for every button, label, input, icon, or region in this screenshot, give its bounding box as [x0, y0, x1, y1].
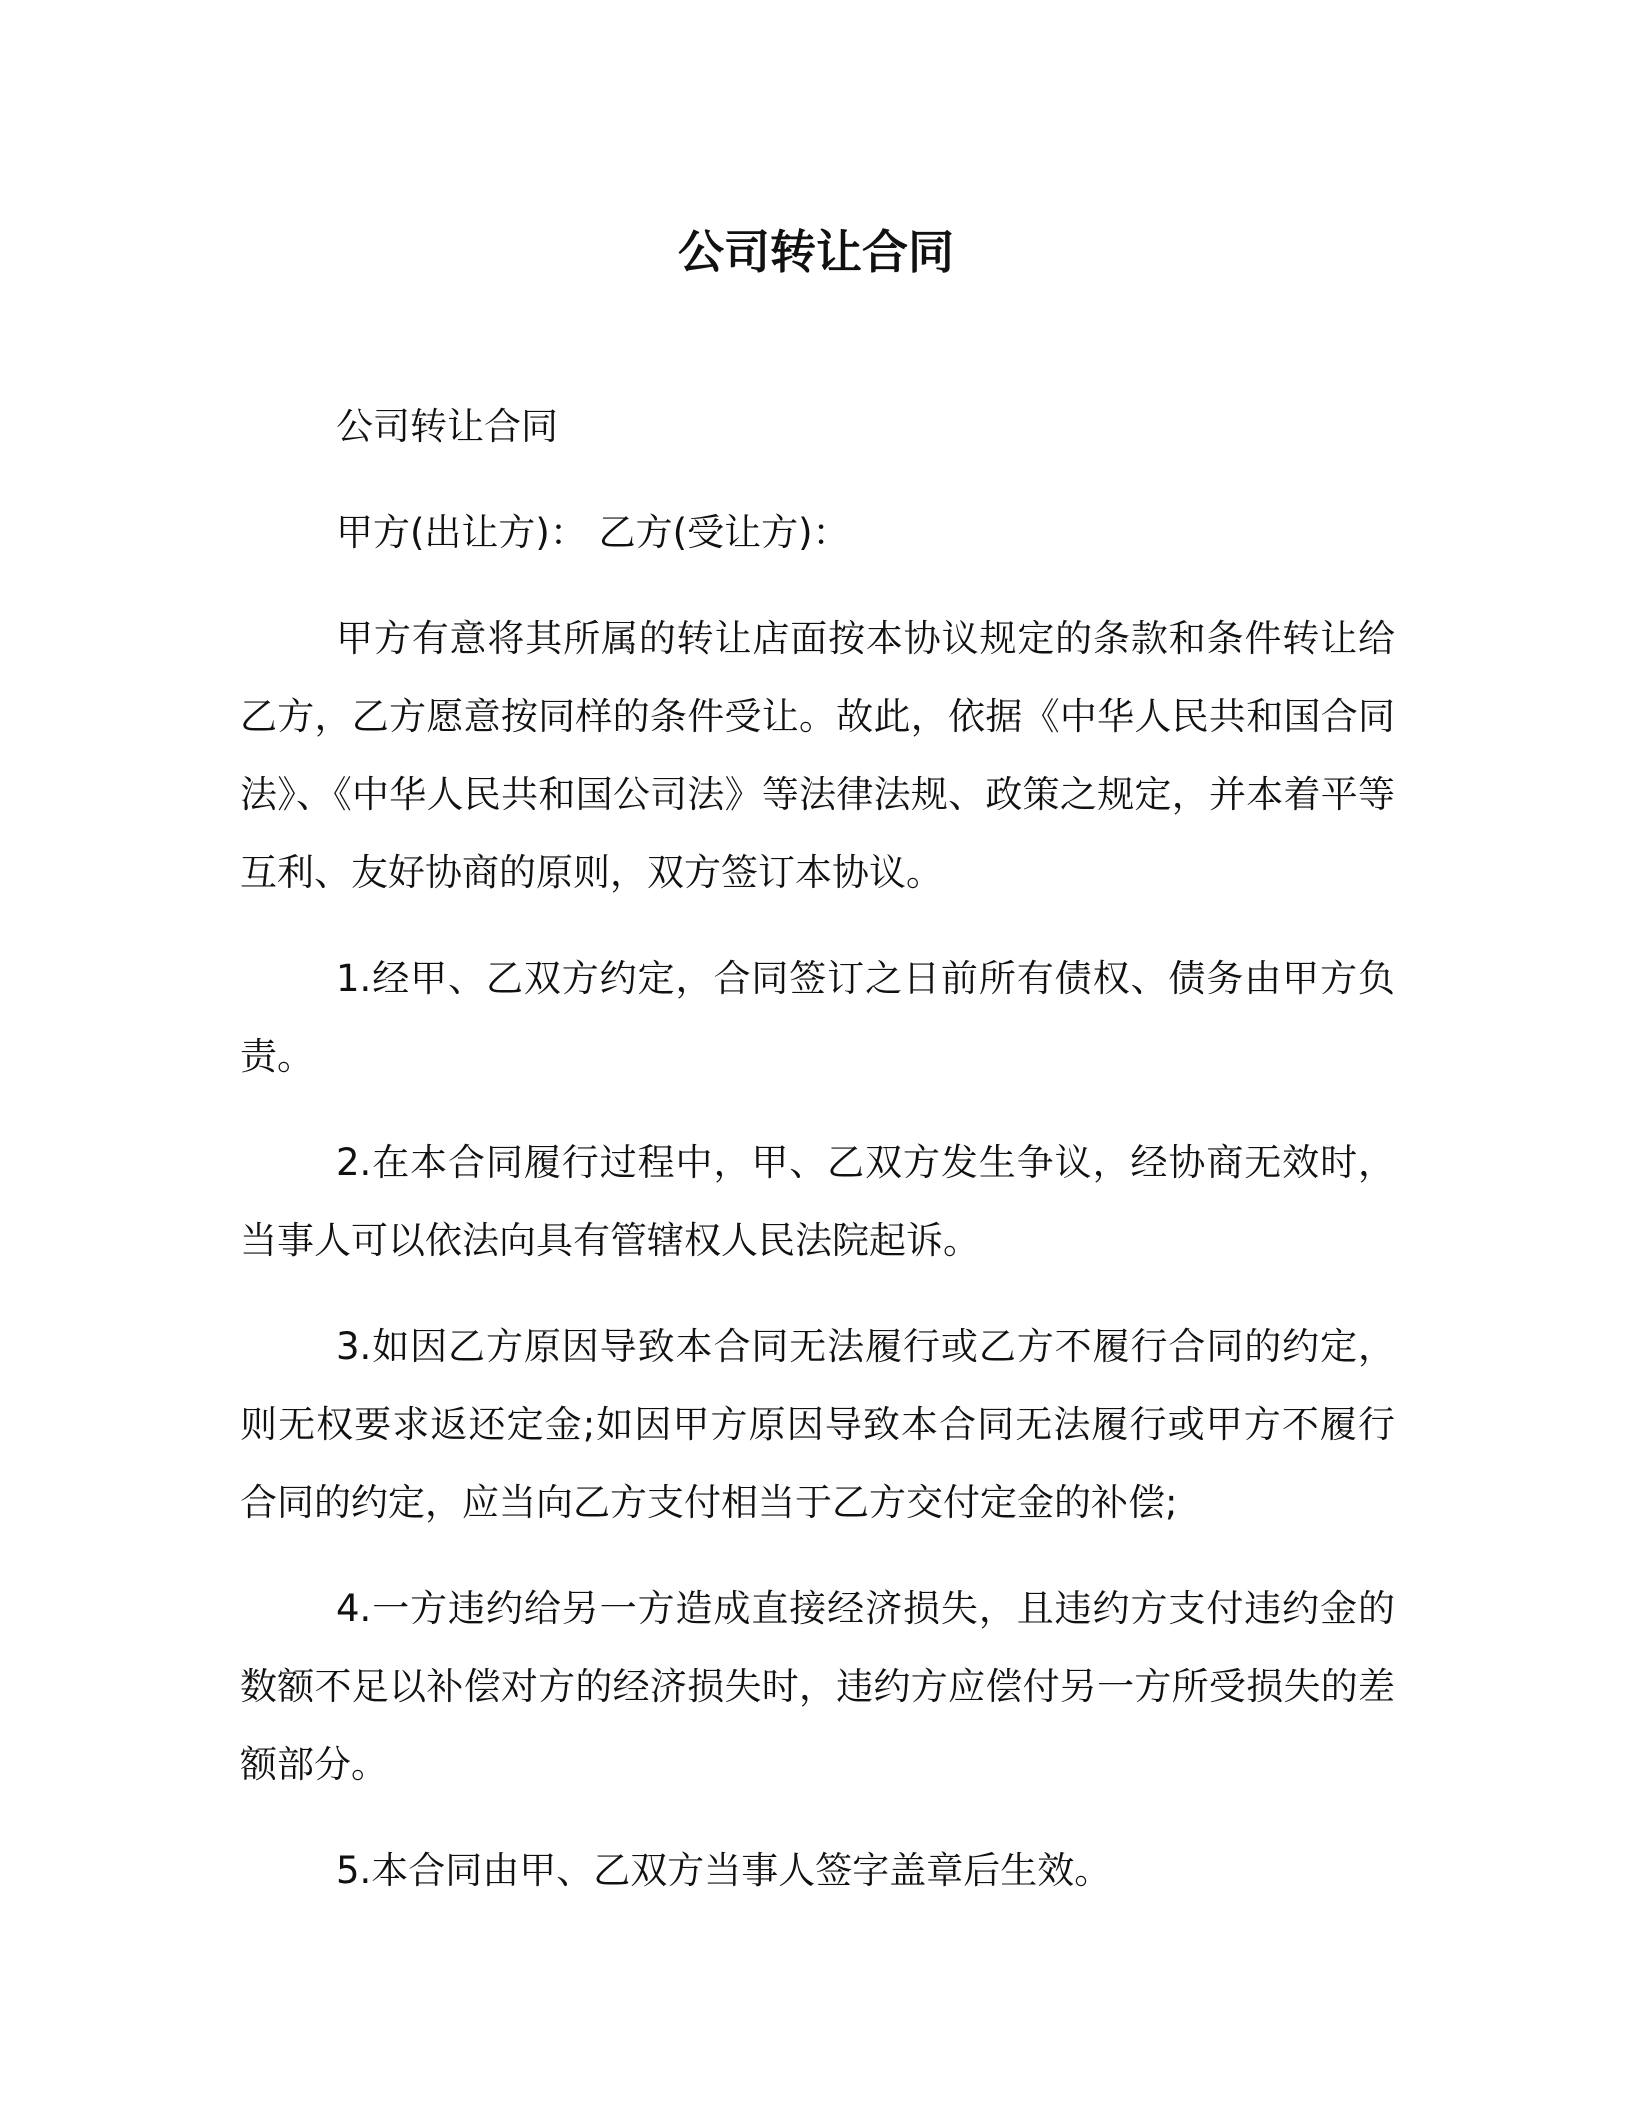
clause-3: 3.如因乙方原因导致本合同无法履行或乙方不履行合同的约定，则无权要求返还定金;如因甲方原因导致本合同无法履行或甲方不履行合同的约定，应当向乙方支付相当于乙方交付定金的补偿; [240, 1325, 1395, 1524]
contract-heading: 公司转让合同 [336, 405, 558, 448]
document-body [240, 388, 1395, 1938]
document-title: 公司转让合同 [678, 225, 954, 279]
clause-1: 1.经甲、乙双方约定，合同签订之日前所有债权、债务由甲方负责。 [240, 957, 1395, 1078]
clause-5: 5.本合同由甲、乙双方当事人签字盖章后生效。 [336, 1849, 1112, 1892]
clause-4: 4.一方违约给另一方造成直接经济损失，且违约方支付违约金的数额不足以补偿对方的经济损失时，违约方应偿付另一方所受损失的差额部分。 [240, 1587, 1395, 1786]
clause-2: 2.在本合同履行过程中，甲、乙双方发生争议，经协商无效时，当事人可以依法向具有管辖权人民法院起诉。 [240, 1141, 1395, 1262]
parties-line: 甲方(出让方)： 乙方(受让方)： [336, 511, 850, 554]
preamble-paragraph: 甲方有意将其所属的转让店面按本协议规定的条款和条件转让给乙方，乙方愿意按同样的条件受让。故此，依据《中华人民共和国合同法》、《中华人民共和国公司法》等法律法规、政策之规定，并本着平等互利、友好协商的原则，双方签订本协议。 [240, 617, 1395, 894]
